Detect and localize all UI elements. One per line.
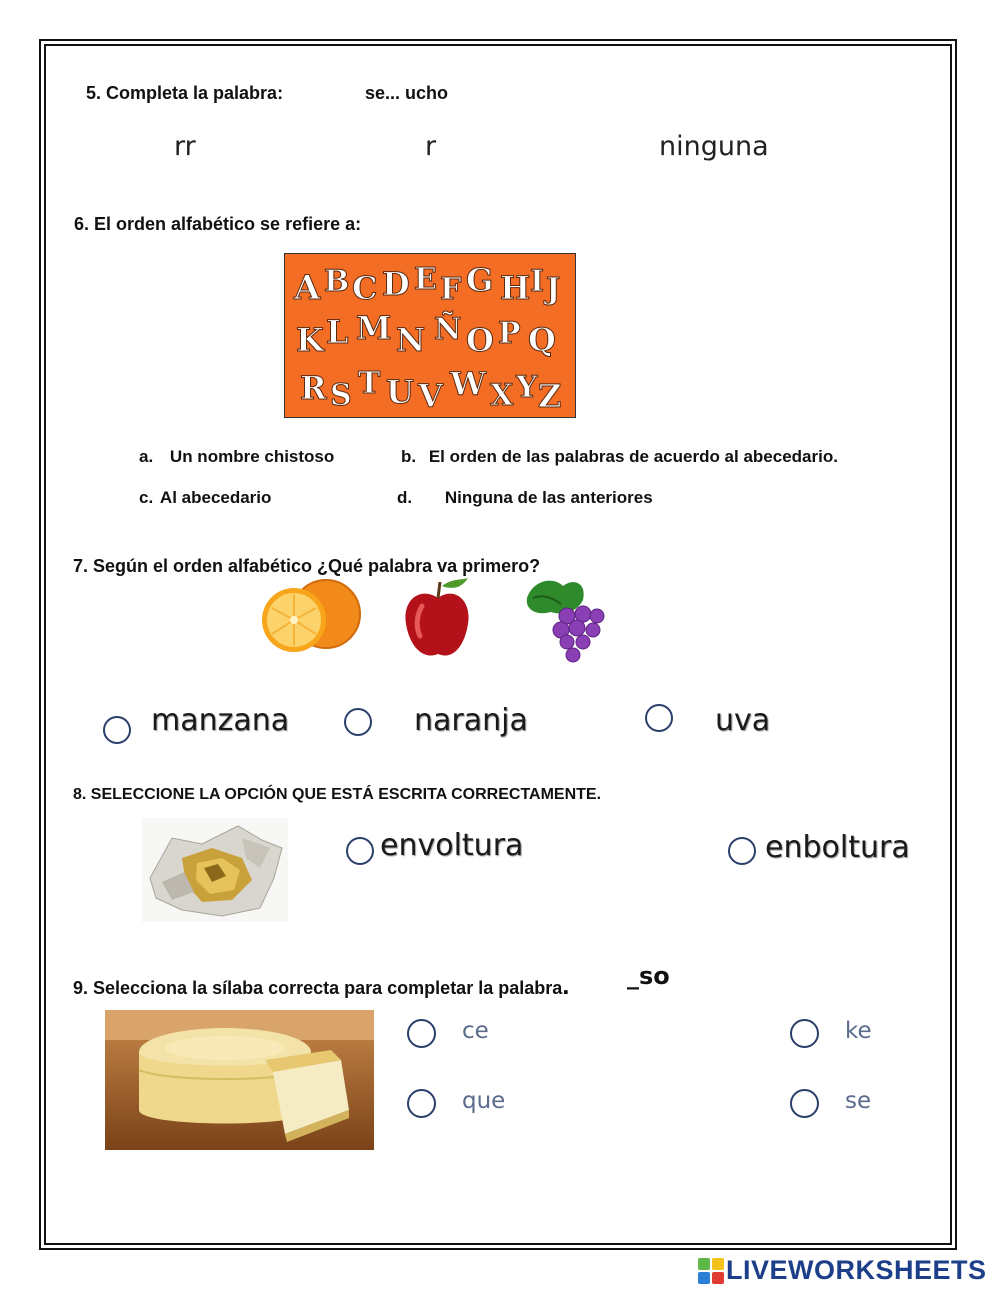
q9-prompt <box>73 970 569 1001</box>
q5-option-ninguna[interactable]: ninguna <box>659 131 769 162</box>
svg-text:J: J <box>546 272 561 307</box>
svg-text:Ñ: Ñ <box>434 312 462 347</box>
q9-radio-que[interactable] <box>407 1089 436 1118</box>
q5-option-r[interactable]: r <box>425 131 437 162</box>
svg-text:X: X <box>490 378 514 413</box>
svg-text:R: R <box>300 369 327 407</box>
svg-text:Y: Y <box>516 370 538 405</box>
apple-icon <box>402 576 472 662</box>
cheese-image <box>105 1010 374 1150</box>
svg-text:W: W <box>450 365 486 403</box>
q9-radio-ke[interactable] <box>790 1019 819 1048</box>
liveworksheets-text: LIVEWORKSHEETS <box>726 1255 987 1285</box>
orange-icon <box>256 578 364 656</box>
q9-radio-ce[interactable] <box>407 1019 436 1048</box>
svg-text:L: L <box>326 313 349 351</box>
q9-blank-word: _so <box>627 962 670 990</box>
q6-option-d[interactable] <box>397 488 653 508</box>
q6-option-b-text: El orden de las palabras de acuerdo al abecedario. <box>428 447 838 466</box>
q6-option-c[interactable] <box>139 488 271 508</box>
q8-prompt: 8. SELECCIONE LA OPCIÓN QUE ESTÁ ESCRITA CORRECTAMENTE. <box>73 786 602 803</box>
alphabet-image <box>284 253 576 418</box>
q9-prompt-text: 9. Selecciona la sílaba correcta para completar la palabra <box>73 978 563 998</box>
svg-text:K: K <box>296 321 324 359</box>
q6-option-c-letter: c. <box>139 488 154 507</box>
q7-prompt: 7. Según el orden alfabético ¿Qué palabra va primero? <box>73 556 541 576</box>
q9-option-se[interactable]: se <box>845 1088 872 1114</box>
svg-text:D: D <box>382 265 410 303</box>
svg-text:B: B <box>324 264 350 299</box>
q6-option-a-letter: a. <box>139 447 154 466</box>
svg-text:O: O <box>466 321 494 359</box>
svg-text:E: E <box>414 262 437 297</box>
svg-text:A: A <box>294 268 321 308</box>
svg-text:G: G <box>466 261 494 299</box>
q6-option-c-text: Al abecedario <box>159 488 272 507</box>
q9-prompt-dot: . <box>562 970 570 1000</box>
q8-radio-enboltura[interactable] <box>728 837 756 865</box>
q6-option-a[interactable] <box>139 447 334 467</box>
q6-option-d-letter: d. <box>397 488 413 507</box>
wrapper-image <box>142 818 288 922</box>
q6-option-d-text: Ninguna de las anteriores <box>444 488 653 507</box>
q9-option-ce[interactable]: ce <box>462 1018 489 1044</box>
q6-option-a-text: Un nombre chistoso <box>169 447 335 466</box>
svg-text:Q: Q <box>528 321 556 359</box>
q5-prompt: 5. Completa la palabra: <box>86 83 284 103</box>
svg-text:S: S <box>330 378 352 413</box>
q6-prompt: 6. El orden alfabético se refiere a: <box>74 214 362 234</box>
q9-option-ke[interactable]: ke <box>845 1018 872 1044</box>
svg-text:U: U <box>386 373 414 411</box>
q8-option-enboltura[interactable]: enboltura <box>765 830 910 865</box>
q7-radio-uva[interactable] <box>645 704 673 732</box>
svg-text:H: H <box>500 269 531 307</box>
q7-option-uva[interactable]: uva <box>715 703 771 738</box>
svg-text:Z: Z <box>538 377 562 415</box>
liveworksheets-logo-icon <box>698 1258 724 1284</box>
q5-option-rr[interactable]: rr <box>174 131 196 162</box>
q9-option-que[interactable]: que <box>462 1088 506 1114</box>
grapes-icon <box>523 576 609 666</box>
svg-text:P: P <box>498 316 521 351</box>
svg-text:I: I <box>530 264 545 299</box>
svg-text:N: N <box>396 321 426 359</box>
q6-option-b[interactable] <box>401 447 838 467</box>
q7-option-naranja[interactable]: naranja <box>414 703 528 738</box>
liveworksheets-brand <box>698 1255 987 1286</box>
svg-text:V: V <box>418 377 443 415</box>
q8-radio-envoltura[interactable] <box>346 837 374 865</box>
q8-option-envoltura[interactable]: envoltura <box>380 828 524 863</box>
q7-radio-manzana[interactable] <box>103 716 131 744</box>
q6-option-b-letter: b. <box>401 447 417 466</box>
q7-radio-naranja[interactable] <box>344 708 372 736</box>
svg-text:T: T <box>358 366 381 401</box>
q5-word: se... ucho <box>365 83 449 103</box>
q7-option-manzana[interactable]: manzana <box>151 703 290 738</box>
svg-text:F: F <box>440 272 462 307</box>
q9-radio-se[interactable] <box>790 1089 819 1118</box>
svg-text:C: C <box>352 269 378 307</box>
svg-text:M: M <box>356 309 392 347</box>
